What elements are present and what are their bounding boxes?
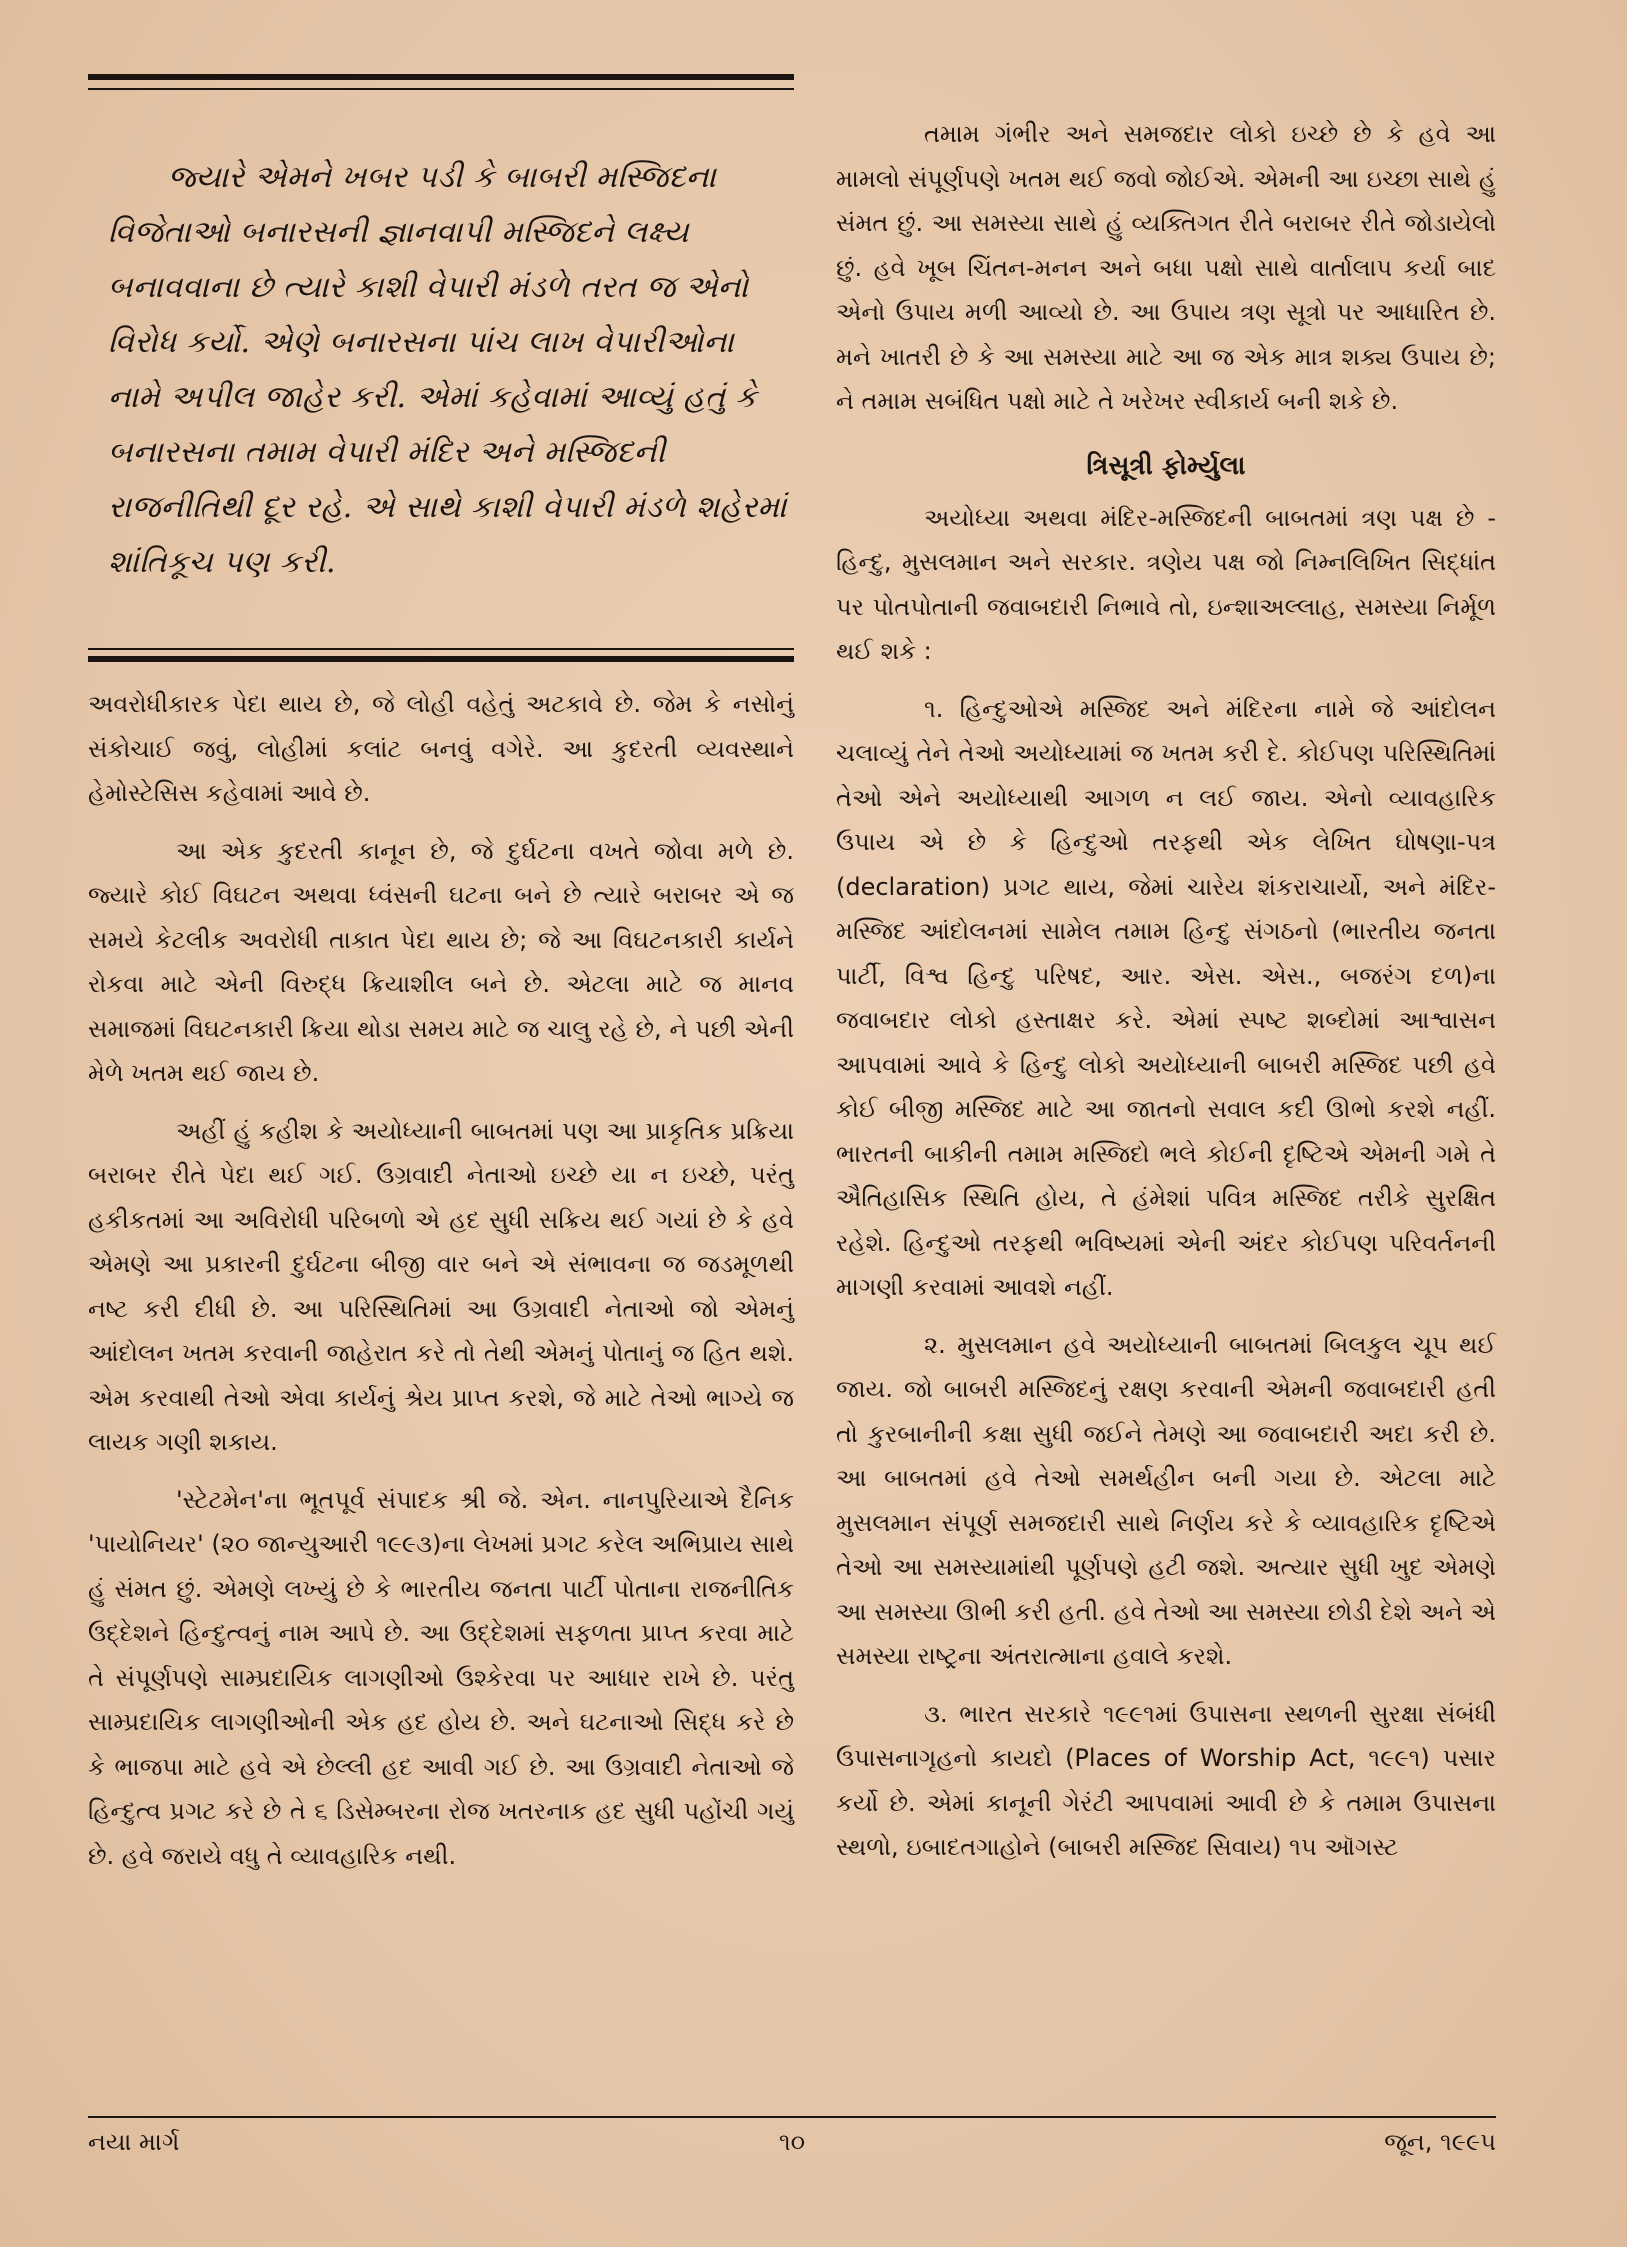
- paragraph: અવરોધીકારક પેદા થાય છે, જે લોહી વહેતું અટકાવે છે. જેમ કે નસોનું સંકોચાઈ જવું, લોહીમાં કલાંટ બનવું વગેરે. આ કુદરતી વ્યવસ્થાને હેમોસ્ટેસિસ કહેવામાં આવે છે.: [88, 690, 794, 807]
- section-heading: ત્રિસૂત્રી ફોર્મ્યુલા: [1086, 450, 1246, 481]
- paragraph: અહીં હું કહીશ કે અયોધ્યાની બાબતમાં પણ આ પ્રાકૃતિક પ્રક્રિયા બરાબર રીતે પેદા થઈ ગઈ. ઉગ્રવાદી નેતાઓ ઇચ્છે યા ન ઇચ્છે, પરંતુ હકીકતમાં આ અવિરોધી પરિબળો એ હદ સુધી સક્રિય થઈ ગયાં છે કે હવે એમણે આ પ્રકારની દુર્ઘટના બીજી વાર બને એ સંભાવના જ જડમૂળથી નષ્ટ કરી દીધી છે. આ પરિસ્થિતિમાં આ ઉગ્રવાદી નેતાઓ જો એમનું આંદોલન ખતમ કરવાની જાહેરાત કરે તો તેથી એમનું પોતાનું જ હિત થશે. એમ કરવાથી તેઓ એવા કાર્યનું શ્રેય પ્રાપ્ત કરશે, જે માટે તેઓ ભાગ્યે જ લાયક ગણી શકાય.: [88, 1116, 794, 1456]
- page-footer: [88, 2128, 1496, 2168]
- page-number: ૧૦: [778, 2128, 806, 2156]
- pullquote-bottom-rule-thick: [88, 656, 794, 662]
- magazine-name: નયા માર્ગ: [88, 2128, 180, 2156]
- paragraph: આ એક કુદરતી કાનૂન છે, જે દુર્ઘટના વખતે જોવા મળે છે. જ્યારે કોઈ વિઘટન અથવા ધ્વંસની ઘટના બને છે ત્યારે બરાબર એ જ સમયે કેટલીક અવરોધી તાકાત પેદા થાય છે; જે આ વિઘટનકારી કાર્યને રોકવા માટે એની વિરુદ્ધ ક્રિયાશીલ બને છે. એટલા માટે જ માનવ સમાજમાં વિઘટનકારી ક્રિયા થોડા સમય માટે જ ચાલુ રહે છે, ને પછી એની મેળે ખતમ થઈ જાય છે.: [88, 836, 794, 1087]
- paragraph: ૨. મુસલમાન હવે અયોધ્યાની બાબતમાં બિલકુલ ચૂપ થઈ જાય. જો બાબરી મસ્જિદનું રક્ષણ કરવાની એમની જવાબદારી હતી તો કુરબાનીની કક્ષા સુધી જઈને તેમણે આ જવાબદારી અદા કરી છે. આ બાબતમાં હવે તેઓ સમર્થહીન બની ગયા છે. એટલા માટે મુસલમાન સંપૂર્ણ સમજદારી સાથે નિર્ણય કરે કે વ્યાવહારિક દૃષ્ટિએ તેઓ આ સમસ્યામાંથી પૂર્ણપણે હટી જશે. અત્યાર સુધી ખુદ એમણે આ સમસ્યા ઊભી કરી હતી. હવે તેઓ આ સમસ્યા છોડી દેશે અને એ સમસ્યા રાષ્ટ્રના અંતરાત્માના હવાલે કરશે.: [836, 1330, 1496, 1670]
- footer-rule: [88, 2116, 1496, 2118]
- right-body: [836, 112, 1496, 1883]
- pullquote-bottom-rule-thin: [88, 648, 794, 650]
- paragraph: અયોધ્યા અથવા મંદિર-મસ્જિદની બાબતમાં ત્રણ પક્ષ છે - હિન્દુ, મુસલમાન અને સરકાર. ત્રણેય પક્ષ જો નિમ્નલિખિત સિદ્ધાંત પર પોતપોતાની જવાબદારી નિભાવે તો, ઇન્શાઅલ્લાહ, સમસ્યા નિર્મૂળ થઈ શકે :: [836, 503, 1496, 665]
- pullquote: જ્યારે એમને ખબર પડી કે બાબરી મસ્જિદના વિજેતાઓ બનારસની જ્ઞાનવાપી મસ્જિદને લક્ષ્ય બનાવવાના છે ત્યારે કાશી વેપારી મંડળે તરત જ એનો વિરોધ કર્યો. એણે બનારસના પાંચ લાખ વેપારીઓના નામે અપીલ જાહેર કરી. એમાં કહેવામાં આવ્યું હતું કે બનારસના તમામ વેપારી મંદિર અને મસ્જિદની રાજનીતિથી દૂર રહે. એ સાથે કાશી વેપારી મંડળે શહેરમાં શાંતિકૂચ પણ કરી.: [108, 160, 787, 580]
- paragraph: ૩. ભારત સરકારે ૧૯૯૧માં ઉપાસના સ્થળની સુરક્ષા સંબંધી ઉપાસનાગૃહનો કાયદો (Places of Worship Act, ૧૯૯૧) પસાર કર્યો છે. એમાં કાનૂની ગેરંટી આપવામાં આવી છે કે તમામ ઉપાસના સ્થળો, ઇબાદતગાહોને (બાબરી મસ્જિદ સિવાય) ૧૫ ઑગસ્ટ: [836, 1699, 1496, 1861]
- pullquote-top-rule-thick: [88, 74, 794, 80]
- issue-date: જૂન, ૧૯૯૫: [1384, 2128, 1496, 2156]
- paragraph: 'સ્ટેટમેન'ના ભૂતપૂર્વ સંપાદક શ્રી જે. એન. નાનપુરિયાએ દૈનિક 'પાયોનિયર' (૨૦ જાન્યુઆરી ૧૯૯૩)ના લેખમાં પ્રગટ કરેલ અભિપ્રાય સાથે હું સંમત છું. એમણે લખ્યું છે કે ભારતીય જનતા પાર્ટી પોતાના રાજનીતિક ઉદ્દેશને હિન્દુત્વનું નામ આપે છે. આ ઉદ્દેશમાં સફળતા પ્રાપ્ત કરવા માટે તે સંપૂર્ણપણે સામ્પ્રદાયિક લાગણીઓ ઉશ્કેરવા પર આધાર રાખે છે. પરંતુ સામ્પ્રદાયિક લાગણીઓની એક હદ હોય છે. અને ઘટનાઓ સિદ્ધ કરે છે કે ભાજપા માટે હવે એ છેલ્લી હદ આવી ગઈ છે. આ ઉગ્રવાદી નેતાઓ જે હિન્દુત્વ પ્રગટ કરે છે તે ૬ ડિસેમ્બરના રોજ ખતરનાક હદ સુધી પહોંચી ગયું છે. હવે જરાયે વધુ તે વ્યાવહારિક નથી.: [88, 1485, 794, 1870]
- paragraph: ૧. હિન્દુઓએ મસ્જિદ અને મંદિરના નામે જે આંદોલન ચલાવ્યું તેને તેઓ અયોધ્યામાં જ ખતમ કરી દે. કોઈપણ પરિસ્થિતિમાં તેઓ એને અયોધ્યાથી આગળ ન લઈ જાય. એનો વ્યાવહારિક ઉપાય એ છે કે હિન્દુઓ તરફથી એક લેખિત ઘોષણા-પત્ર (declaration) પ્રગટ થાય, જેમાં ચારેય શંકરાચાર્યો, અને મંદિર-મસ્જિદ આંદોલનમાં સામેલ તમામ હિન્દુ સંગઠનો (ભારતીય જનતા પાર્ટી, વિશ્વ હિન્દુ પરિષદ, આર. એસ. એસ., બજરંગ દળ)ના જવાબદાર લોકો હસ્તાક્ષર કરે. એમાં સ્પષ્ટ શબ્દોમાં આશ્વાસન આપવામાં આવે કે હિન્દુ લોકો અયોધ્યાની બાબરી મસ્જિદ પછી હવે કોઈ બીજી મસ્જિદ માટે આ જાતનો સવાલ કદી ઊભો કરશે નહીં. ભારતની બાકીની તમામ મસ્જિદો ભલે કોઈની દૃષ્ટિએ એમની ગમે તે ઐતિહાસિક સ્થિતિ હોય, તે હંમેશાં પવિત્ર મસ્જિદ તરીકે સુરક્ષિત રહેશે. હિન્દુઓ તરફથી ભવિષ્યમાં એની અંદર કોઈપણ પરિવર્તનની માગણી કરવામાં આવશે નહીં.: [836, 694, 1496, 1301]
- intro-paragraph: તમામ ગંભીર અને સમજદાર લોકો ઇચ્છે છે કે હવે આ મામલો સંપૂર્ણપણે ખતમ થઈ જવો જોઈએ. એમની આ ઇચ્છા સાથે હું સંમત છું. આ સમસ્યા સાથે હું વ્યક્તિગત રીતે બરાબર રીતે જોડાયેલો છું. હવે ખૂબ ચિંતન-મનન અને બધા પક્ષો સાથે વાર્તાલાપ કર્યા બાદ એનો ઉપાય મળી આવ્યો છે. આ ઉપાય ત્રણ સૂત્રો પર આધારિત છે. મને ખાતરી છે કે આ સમસ્યા માટે આ જ એક માત્ર શક્ય ઉપાય છે; ને તમામ સબંધિત પક્ષો માટે તે ખરેખર સ્વીકાર્ય બની શકે છે.: [836, 120, 1496, 415]
- left-body: [88, 682, 794, 1891]
- pullquote-top-rule-thin: [88, 88, 794, 90]
